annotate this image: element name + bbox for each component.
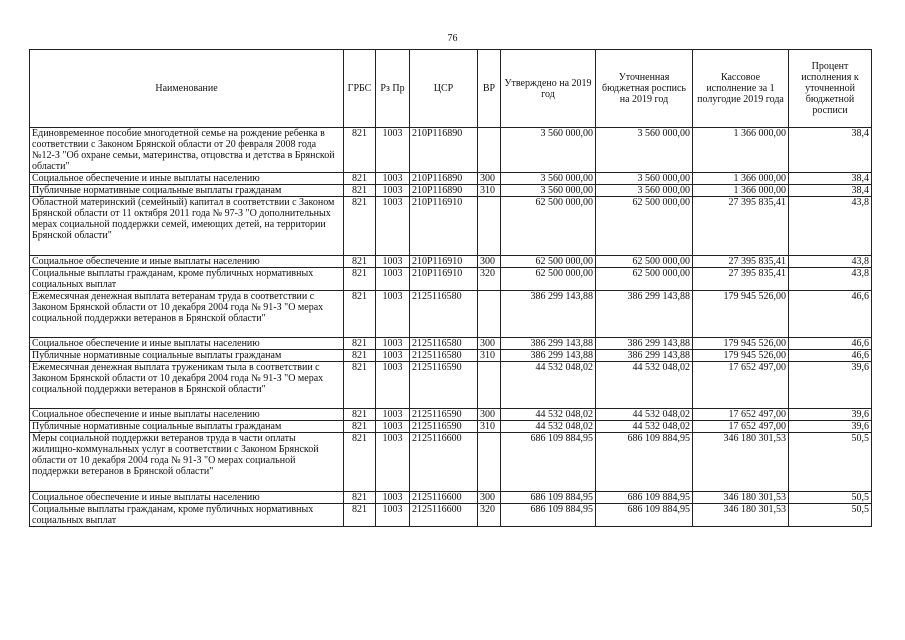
row-name-cell: Социальные выплаты гражданам, кроме публичных нормативных социальных выплат	[30, 504, 344, 527]
row-refined-cell: 62 500 000,00	[596, 256, 693, 268]
row-grbs-cell: 821	[344, 128, 376, 173]
row-name-cell: Социальное обеспечение и иные выплаты населению	[30, 492, 344, 504]
row-csr-cell: 2125116580	[410, 291, 478, 338]
row-vr-cell	[478, 291, 501, 338]
row-name-cell: Социальное обеспечение и иные выплаты населению	[30, 173, 344, 185]
table-row	[30, 256, 872, 268]
row-percent-cell: 38,4	[789, 185, 872, 197]
page-number: 76	[447, 33, 458, 44]
row-refined-cell: 386 299 143,88	[596, 291, 693, 338]
row-name-cell: Ежемесячная денежная выплата ветеранам труда в соответствии с Законом Брянской области от 10 декабря 2004 года № 91-З "О мерах социальной поддержки ветеранов в Брянской области"	[30, 291, 344, 338]
row-vr-cell: 320	[478, 268, 501, 291]
row-refined-cell: 62 500 000,00	[596, 197, 693, 256]
row-approved-cell: 44 532 048,02	[501, 409, 596, 421]
row-csr-cell: 2125116590	[410, 421, 478, 433]
row-cash-cell: 17 652 497,00	[693, 421, 789, 433]
row-csr-cell: 210Р116890	[410, 173, 478, 185]
row-percent-cell: 50,5	[789, 433, 872, 492]
table-row	[30, 421, 872, 433]
row-percent-cell: 46,6	[789, 350, 872, 362]
row-refined-cell: 44 532 048,02	[596, 421, 693, 433]
row-approved-cell: 386 299 143,88	[501, 350, 596, 362]
row-approved-cell: 62 500 000,00	[501, 268, 596, 291]
row-name-cell: Социальное обеспечение и иные выплаты населению	[30, 409, 344, 421]
table-row	[30, 338, 872, 350]
row-vr-cell	[478, 128, 501, 173]
row-refined-cell: 386 299 143,88	[596, 338, 693, 350]
row-approved-cell: 44 532 048,02	[501, 421, 596, 433]
table-row	[30, 173, 872, 185]
row-cash-cell: 179 945 526,00	[693, 291, 789, 338]
row-refined-cell: 686 109 884,95	[596, 433, 693, 492]
row-vr-cell: 300	[478, 338, 501, 350]
row-approved-cell: 3 560 000,00	[501, 185, 596, 197]
row-refined-cell: 3 560 000,00	[596, 185, 693, 197]
row-grbs-cell: 821	[344, 350, 376, 362]
row-approved-cell: 686 109 884,95	[501, 492, 596, 504]
row-name-cell: Ежемесячная денежная выплата труженикам тыла в соответствии с Законом Брянской области от 10 декабря 2004 года № 91-З "О мерах социальной поддержки ветеранов в Брянской области"	[30, 362, 344, 409]
budget-execution-table	[29, 49, 872, 527]
row-approved-cell: 686 109 884,95	[501, 504, 596, 527]
row-percent-cell: 46,6	[789, 338, 872, 350]
row-rzpr-cell: 1003	[376, 350, 410, 362]
row-name-cell: Социальное обеспечение и иные выплаты населению	[30, 338, 344, 350]
row-grbs-cell: 821	[344, 173, 376, 185]
row-grbs-cell: 821	[344, 197, 376, 256]
header-percent: Процент исполнения к уточненной бюджетной росписи	[789, 50, 872, 128]
row-csr-cell: 2125116580	[410, 338, 478, 350]
row-cash-cell: 27 395 835,41	[693, 268, 789, 291]
row-csr-cell: 210Р116890	[410, 128, 478, 173]
row-rzpr-cell: 1003	[376, 173, 410, 185]
row-vr-cell: 300	[478, 256, 501, 268]
row-refined-cell: 686 109 884,95	[596, 492, 693, 504]
header-grbs: ГРБС	[344, 50, 376, 128]
row-percent-cell: 39,6	[789, 421, 872, 433]
row-grbs-cell: 821	[344, 256, 376, 268]
row-grbs-cell: 821	[344, 185, 376, 197]
table-row	[30, 409, 872, 421]
row-csr-cell: 210Р116910	[410, 268, 478, 291]
row-name-cell: Меры социальной поддержки ветеранов труда в части оплаты жилищно-коммунальных услуг в соответствии с Законом Брянской области от 10 декабря 2004 года № 91-З "О мерах социальной поддержки ветеранов в Брянской области"	[30, 433, 344, 492]
row-approved-cell: 3 560 000,00	[501, 128, 596, 173]
row-grbs-cell: 821	[344, 291, 376, 338]
row-name-cell: Социальное обеспечение и иные выплаты населению	[30, 256, 344, 268]
row-rzpr-cell: 1003	[376, 504, 410, 527]
row-percent-cell: 38,4	[789, 128, 872, 173]
row-rzpr-cell: 1003	[376, 492, 410, 504]
table-row	[30, 492, 872, 504]
row-cash-cell: 346 180 301,53	[693, 504, 789, 527]
row-name-cell: Социальные выплаты гражданам, кроме публичных нормативных социальных выплат	[30, 268, 344, 291]
row-refined-cell: 62 500 000,00	[596, 268, 693, 291]
row-name-cell: Единовременное пособие многодетной семье на рождение ребенка в соответствии с Законом Брянской области от 20 февраля 2008 года №12-З "Об охране семьи, материнства, отцовства и детства в Брянской области"	[30, 128, 344, 173]
row-vr-cell	[478, 197, 501, 256]
row-name-cell: Публичные нормативные социальные выплаты гражданам	[30, 421, 344, 433]
row-refined-cell: 686 109 884,95	[596, 504, 693, 527]
row-vr-cell: 310	[478, 185, 501, 197]
row-approved-cell: 62 500 000,00	[501, 197, 596, 256]
row-csr-cell: 2125116590	[410, 362, 478, 409]
row-cash-cell: 1 366 000,00	[693, 173, 789, 185]
row-cash-cell: 17 652 497,00	[693, 409, 789, 421]
row-vr-cell: 310	[478, 421, 501, 433]
row-percent-cell: 50,5	[789, 504, 872, 527]
row-cash-cell: 17 652 497,00	[693, 362, 789, 409]
table-body	[30, 128, 872, 527]
header-vr: ВР	[478, 50, 501, 128]
row-vr-cell: 300	[478, 409, 501, 421]
row-grbs-cell: 821	[344, 268, 376, 291]
table-row	[30, 291, 872, 338]
row-refined-cell: 3 560 000,00	[596, 173, 693, 185]
row-vr-cell: 300	[478, 492, 501, 504]
row-grbs-cell: 821	[344, 504, 376, 527]
row-approved-cell: 44 532 048,02	[501, 362, 596, 409]
row-rzpr-cell: 1003	[376, 362, 410, 409]
header-cash: Кассовое исполнение за 1 полугодие 2019 года	[693, 50, 789, 128]
row-name-cell: Областной материнский (семейный) капитал в соответствии с Законом Брянской области от 11 октября 2011 года № 97-З "О дополнительных мерах социальной поддержки семей, имеющих детей, на территории Брянской области"	[30, 197, 344, 256]
row-cash-cell: 179 945 526,00	[693, 338, 789, 350]
row-rzpr-cell: 1003	[376, 338, 410, 350]
row-rzpr-cell: 1003	[376, 185, 410, 197]
row-cash-cell: 1 366 000,00	[693, 185, 789, 197]
row-percent-cell: 46,6	[789, 291, 872, 338]
row-rzpr-cell: 1003	[376, 409, 410, 421]
table-row	[30, 268, 872, 291]
row-rzpr-cell: 1003	[376, 197, 410, 256]
row-approved-cell: 686 109 884,95	[501, 433, 596, 492]
row-approved-cell: 386 299 143,88	[501, 291, 596, 338]
row-grbs-cell: 821	[344, 492, 376, 504]
row-approved-cell: 3 560 000,00	[501, 173, 596, 185]
row-grbs-cell: 821	[344, 362, 376, 409]
row-grbs-cell: 821	[344, 421, 376, 433]
row-csr-cell: 2125116600	[410, 492, 478, 504]
row-csr-cell: 210Р116910	[410, 197, 478, 256]
row-csr-cell: 210Р116890	[410, 185, 478, 197]
row-name-cell: Публичные нормативные социальные выплаты гражданам	[30, 185, 344, 197]
row-percent-cell: 43,8	[789, 256, 872, 268]
table-row	[30, 504, 872, 527]
row-rzpr-cell: 1003	[376, 268, 410, 291]
row-name-cell: Публичные нормативные социальные выплаты гражданам	[30, 350, 344, 362]
row-cash-cell: 179 945 526,00	[693, 350, 789, 362]
row-csr-cell: 2125116580	[410, 350, 478, 362]
table-row	[30, 128, 872, 173]
row-rzpr-cell: 1003	[376, 433, 410, 492]
row-refined-cell: 44 532 048,02	[596, 362, 693, 409]
table-header-row	[30, 50, 872, 128]
row-percent-cell: 39,6	[789, 362, 872, 409]
row-refined-cell: 386 299 143,88	[596, 350, 693, 362]
row-cash-cell: 1 366 000,00	[693, 128, 789, 173]
row-rzpr-cell: 1003	[376, 291, 410, 338]
row-vr-cell	[478, 433, 501, 492]
row-refined-cell: 3 560 000,00	[596, 128, 693, 173]
row-csr-cell: 2125116600	[410, 504, 478, 527]
header-approved: Утверждено на 2019 год	[501, 50, 596, 128]
table-row	[30, 197, 872, 256]
header-refined: Уточненная бюджетная роспись на 2019 год	[596, 50, 693, 128]
row-grbs-cell: 821	[344, 409, 376, 421]
row-approved-cell: 62 500 000,00	[501, 256, 596, 268]
row-percent-cell: 43,8	[789, 197, 872, 256]
row-rzpr-cell: 1003	[376, 256, 410, 268]
row-cash-cell: 346 180 301,53	[693, 433, 789, 492]
table-row	[30, 433, 872, 492]
row-grbs-cell: 821	[344, 338, 376, 350]
row-percent-cell: 43,8	[789, 268, 872, 291]
header-rzpr: Рз Пр	[376, 50, 410, 128]
row-refined-cell: 44 532 048,02	[596, 409, 693, 421]
row-approved-cell: 386 299 143,88	[501, 338, 596, 350]
row-rzpr-cell: 1003	[376, 128, 410, 173]
row-csr-cell: 2125116600	[410, 433, 478, 492]
row-grbs-cell: 821	[344, 433, 376, 492]
row-vr-cell	[478, 362, 501, 409]
row-csr-cell: 210Р116910	[410, 256, 478, 268]
row-cash-cell: 27 395 835,41	[693, 256, 789, 268]
row-cash-cell: 346 180 301,53	[693, 492, 789, 504]
row-percent-cell: 38,4	[789, 173, 872, 185]
table-row	[30, 362, 872, 409]
table-row	[30, 350, 872, 362]
table-row	[30, 185, 872, 197]
row-csr-cell: 2125116590	[410, 409, 478, 421]
row-vr-cell: 320	[478, 504, 501, 527]
header-csr: ЦСР	[410, 50, 478, 128]
row-rzpr-cell: 1003	[376, 421, 410, 433]
row-vr-cell: 300	[478, 173, 501, 185]
row-cash-cell: 27 395 835,41	[693, 197, 789, 256]
row-percent-cell: 50,5	[789, 492, 872, 504]
header-name: Наименование	[30, 50, 344, 128]
row-percent-cell: 39,6	[789, 409, 872, 421]
row-vr-cell: 310	[478, 350, 501, 362]
